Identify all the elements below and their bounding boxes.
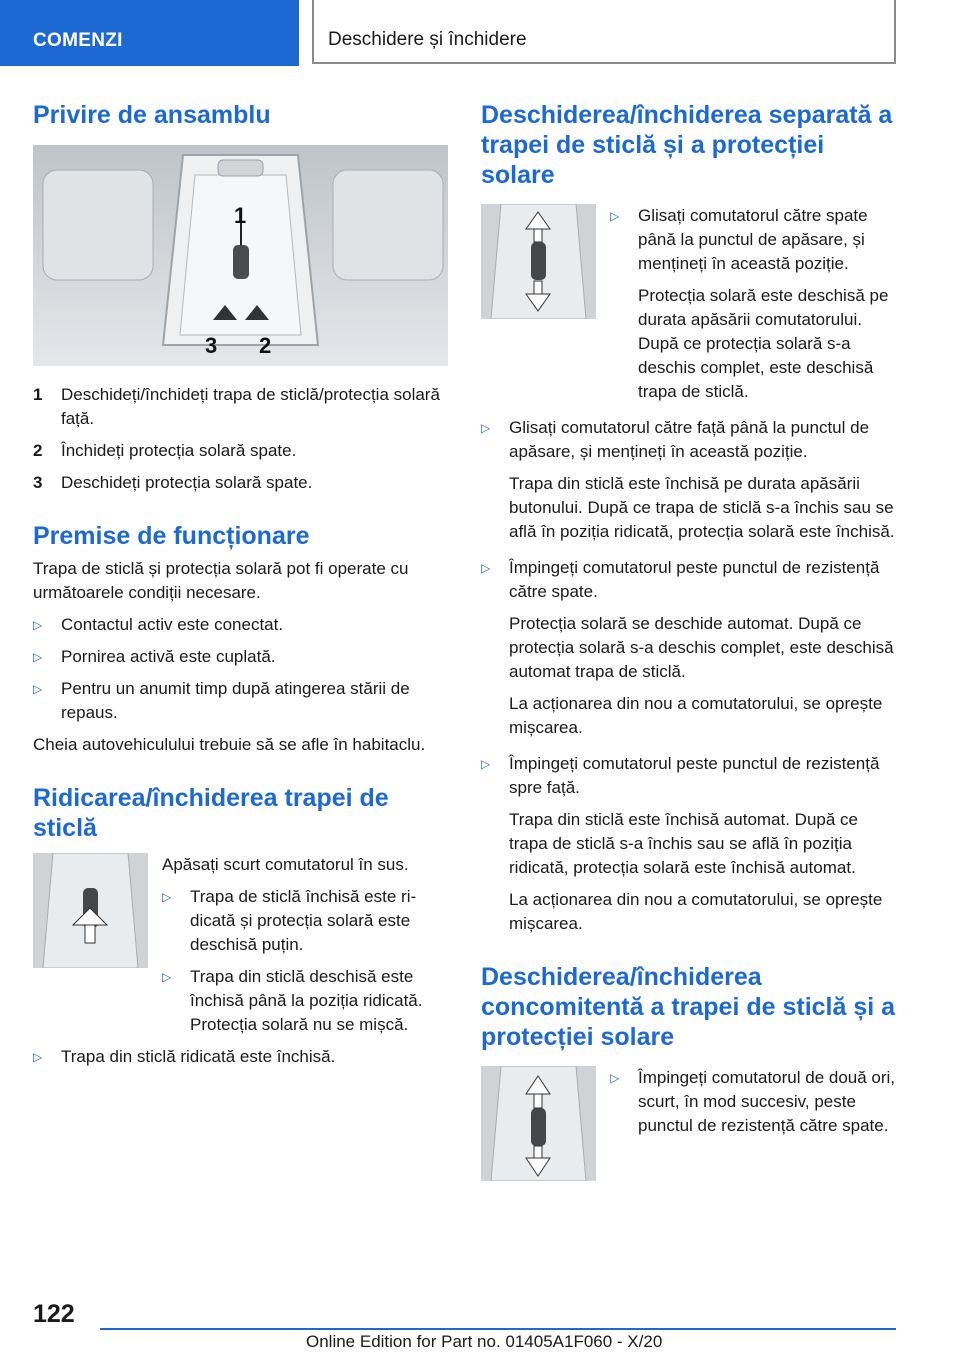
switch-image: [481, 204, 596, 404]
left-column: [33, 100, 448, 1069]
section-tab: COMENZI: [0, 0, 299, 66]
triangle-right-outline-icon: ▷: [162, 890, 172, 904]
bullet-text: Împingeți comutatorul de două ori, scurt, în mod succesiv, peste punctul de rezistență către spate.: [638, 1068, 896, 1135]
switch-up-illustration: [33, 853, 148, 968]
separate-bullet: [610, 204, 896, 404]
bullet-text: Trapa din sticlă ridicată este închisă.: [61, 1047, 336, 1066]
raise-bullet: [162, 965, 448, 1037]
footer-divider: [100, 1328, 896, 1330]
legend-item: [33, 439, 448, 463]
bullet-text: Glisați comutatorul către spate până la punctul de apăsare, și mențineți în această poziție.: [638, 206, 868, 273]
raise-block: [33, 853, 448, 1037]
simultaneous-bullet: [610, 1066, 896, 1138]
legend-text: Deschideți protecția solară spate.: [61, 473, 313, 492]
legend-text: Deschideți/închideți trapa de sticlă/protecția solară față.: [61, 385, 440, 428]
bullet-text: Glisați comutatorul către față până la punctul de apăsare, și mențineți în această poziție.: [509, 418, 870, 461]
simultaneous-text: [610, 1066, 896, 1181]
premise-intro: Trapa de sticlă și protecția solară pot fi operate cu următoarele condiții necesare.: [33, 559, 409, 602]
separate-bullet: [481, 752, 896, 936]
bullet-text: Trapa din sticlă este închisă pe durata apăsării butonului. După ce trapa de sticlă s-a închis sau se află în poziția ridicată, protecția solară este închisă.: [509, 474, 895, 541]
triangle-right-outline-icon: ▷: [481, 421, 491, 435]
switch-push-image: [481, 1066, 596, 1181]
separate-bullet: [481, 556, 896, 740]
triangle-right-outline-icon: ▷: [481, 757, 491, 771]
switch-slide-image: [481, 204, 596, 319]
raise-intro: Apăsați scurt comutatorul în sus.: [162, 855, 409, 874]
premise-outro: Cheia autovehiculului trebuie să se afle în habitaclu.: [33, 735, 426, 754]
legend-text: Închideți protecția solară spate.: [61, 441, 297, 460]
premise-bullet: [33, 613, 448, 637]
bullet-text: Trapa de sticlă închisă este ridicată și protecția solară este deschisă puțin.: [190, 887, 417, 954]
page-number: 122: [33, 1300, 75, 1328]
triangle-right-outline-icon: ▷: [162, 970, 172, 984]
bullet-text: Pentru un anumit timp după atingerea stării de repaus.: [61, 679, 410, 722]
bullet-text: Protecția solară se deschide automat. După ce protecția solară s-a deschis complet, este deschisă automat trapa de sticlă.: [509, 614, 894, 681]
premise-heading: Premise de funcționare: [33, 522, 310, 550]
chapter-tab: Deschidere și închidere: [312, 0, 896, 64]
overview-heading: Privire de ansamblu: [33, 101, 271, 129]
switch-image: [481, 1066, 596, 1181]
legend-item: [33, 383, 448, 431]
bullet-text: Împingeți comutatorul peste punctul de rezistență spre față.: [509, 754, 880, 797]
legend-number: 3: [33, 473, 43, 492]
bullet-text: Trapa din sticlă deschisă este închisă până la poziția ridicată. Protecția solară nu se mișcă.: [190, 967, 423, 1034]
premise-bullet: [33, 677, 448, 725]
bullet-text: Protecția solară este deschisă pe durata apăsării comutatorului. După ce protecția solară s-a deschis complet, este deschisă trapa de sticlă.: [638, 286, 889, 401]
callout-1: 1: [234, 203, 247, 228]
premise-bullet: [33, 645, 448, 669]
separate-bullet: [481, 416, 896, 544]
edition-note: Online Edition for Part no. 01405A1F060 - X/20: [306, 1332, 663, 1351]
bullet-text: La acționarea din nou a comutatorului, se oprește mișcarea.: [509, 890, 883, 933]
bullet-body: [509, 752, 896, 936]
bullet-text: Contactul activ este conectat.: [61, 615, 284, 634]
switch-image: [33, 853, 148, 1037]
triangle-right-outline-icon: ▷: [33, 650, 43, 664]
bullet-text: Pornirea activă este cuplată.: [61, 647, 276, 666]
triangle-right-outline-icon: ▷: [33, 682, 43, 696]
triangle-right-outline-icon: ▷: [610, 209, 620, 223]
separate-text: [610, 204, 896, 404]
switch-push-illustration: [481, 1066, 596, 1181]
raise-heading: Ridicarea/închiderea trapei de sticlă: [33, 784, 389, 842]
bullet-text: La acționarea din nou a comutatorului, se oprește mișcarea.: [509, 694, 883, 737]
legend-number: 1: [33, 385, 43, 404]
raise-text: [162, 853, 448, 1037]
legend-item: [33, 471, 448, 495]
overview-legend: [33, 383, 448, 495]
simultaneous-heading: Deschiderea/închiderea concomitentă a trapei de sticlă și a protecției solare: [481, 963, 896, 1051]
overview-image: [33, 145, 448, 366]
switch-up-image: [33, 853, 148, 968]
bullet-text: Trapa din sticlă este închisă automat. După ce trapa de sticlă s-a închis sau se află în poziția ridicată, protecția solară este închisă automat.: [509, 810, 858, 877]
triangle-right-outline-icon: ▷: [610, 1071, 620, 1085]
bullet-body: [509, 416, 896, 544]
callout-2: 2: [259, 333, 272, 358]
raise-bullet: [33, 1045, 448, 1069]
right-column: [481, 100, 896, 1181]
simultaneous-block: [481, 1066, 896, 1181]
callout-3: 3: [205, 333, 218, 358]
legend-number: 2: [33, 441, 43, 460]
triangle-right-outline-icon: ▷: [481, 561, 491, 575]
separate-block: [481, 204, 896, 404]
switch-slide-illustration: [481, 204, 596, 319]
bullet-body: [638, 204, 896, 404]
separate-heading: Deschiderea/închiderea separată a trapei de sticlă și a protecției solare: [481, 101, 893, 189]
bullet-text: Împingeți comutatorul peste punctul de rezistență către spate.: [509, 558, 880, 601]
page-header: [0, 0, 960, 66]
triangle-right-outline-icon: ▷: [33, 618, 43, 632]
raise-bullet: [162, 885, 448, 957]
overview-illustration: [33, 145, 448, 366]
bullet-body: [509, 556, 896, 740]
triangle-right-outline-icon: ▷: [33, 1050, 43, 1064]
